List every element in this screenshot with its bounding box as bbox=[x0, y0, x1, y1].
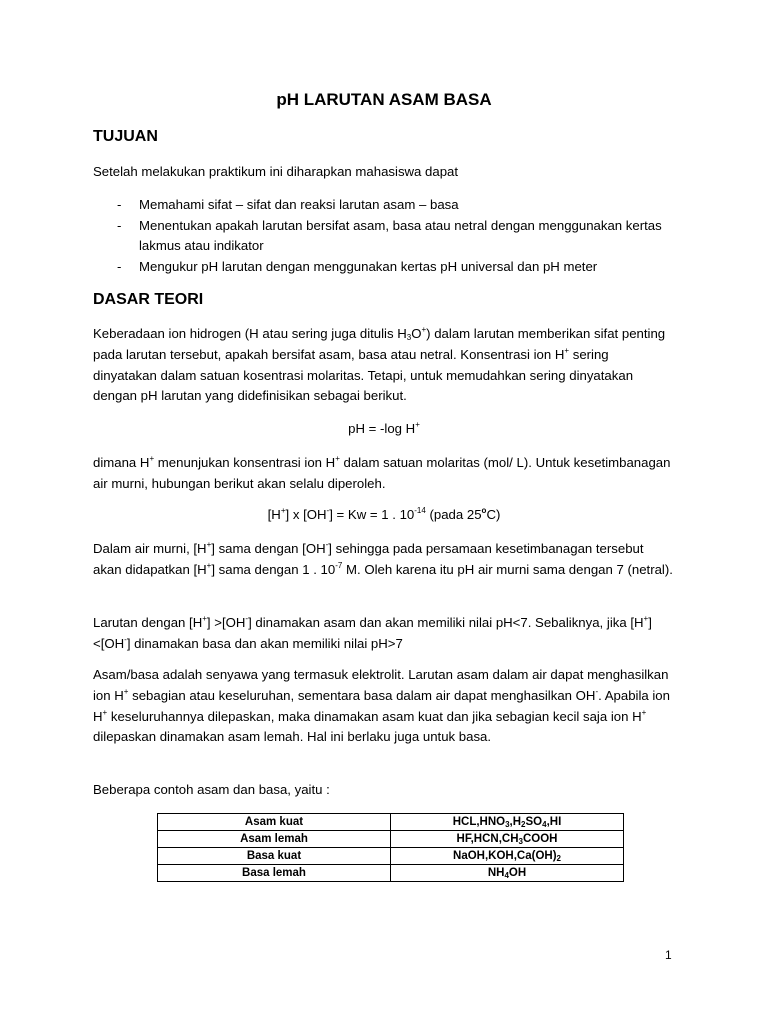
degree-sign: o bbox=[481, 506, 487, 515]
superscript: - bbox=[326, 506, 330, 515]
text-run: ] sama dengan [OH bbox=[211, 541, 326, 556]
text-run: SO bbox=[525, 815, 543, 828]
superscript: + bbox=[564, 345, 570, 355]
text-run: dalam satuan molaritas (mol/ L). Untuk kesetimbanagan air murni, hubungan berikut akan selalu diperoleh. bbox=[93, 455, 671, 491]
subscript: 2 bbox=[521, 819, 526, 829]
text-run: HF,HCN,CH bbox=[456, 832, 519, 845]
table-cell-label: Basa lemah bbox=[158, 865, 391, 882]
text-run: pH = -log H bbox=[348, 421, 416, 436]
list-item bbox=[93, 195, 673, 216]
superscript: + bbox=[280, 506, 286, 515]
text-run: M. Oleh karena itu pH air murni sama dengan 7 (netral). bbox=[342, 561, 673, 577]
text-run: Larutan dengan [H bbox=[93, 615, 203, 630]
subscript: 4 bbox=[542, 819, 547, 829]
subscript: 4 bbox=[504, 870, 509, 880]
list-dash: - bbox=[117, 217, 122, 233]
document-title: pH LARUTAN ASAM BASA bbox=[276, 90, 492, 109]
superscript: + bbox=[641, 707, 647, 717]
text-run: C) bbox=[486, 507, 501, 522]
text-run: sebagian atau keseluruhan, sementara basa dalam air dapat menghasilkan OH bbox=[128, 687, 596, 703]
tujuan-intro: Setelah melakukan praktikum ini diharapkan mahasiswa dapat bbox=[93, 164, 459, 179]
text-run: ] sama dengan 1 . 10 bbox=[211, 561, 336, 577]
table-cell-value bbox=[391, 814, 624, 831]
text-run: OH bbox=[508, 866, 527, 879]
superscript: + bbox=[206, 540, 212, 549]
superscript: + bbox=[102, 707, 108, 717]
superscript: - bbox=[245, 614, 249, 623]
text-run: [H bbox=[267, 507, 281, 522]
superscript: - bbox=[124, 634, 127, 644]
text-run: NaOH,KOH,Ca(OH) bbox=[453, 849, 557, 862]
table-row bbox=[158, 814, 624, 831]
paragraph-5 bbox=[93, 665, 673, 748]
text-run: ] dinamakan basa dan akan memiliki nilai pH>7 bbox=[126, 635, 403, 651]
tujuan-list bbox=[93, 195, 673, 277]
text-run: Dalam air murni, [H bbox=[93, 541, 207, 556]
list-item-text: Menentukan apakah larutan bersifat asam, basa atau netral dengan menggunakan kertas lakmus atau indikator bbox=[139, 217, 662, 253]
text-run: (pada 25 bbox=[425, 507, 482, 522]
paragraph-4 bbox=[93, 613, 673, 655]
table-cell-label: Basa kuat bbox=[158, 848, 391, 865]
text-run: ) dalam larutan memberikan sifat penting pada larutan tersebut, apakah bersifat asam, basa atau netral. Konsentrasi ion H bbox=[93, 326, 666, 362]
paragraph-6: Beberapa contoh asam dan basa, yaitu : bbox=[93, 782, 330, 797]
text-run: ] <[OH bbox=[93, 615, 652, 651]
table-row bbox=[158, 848, 624, 865]
text-run: ] >[OH bbox=[206, 615, 246, 630]
text-run: COOH bbox=[522, 832, 558, 845]
superscript: -14 bbox=[414, 506, 426, 515]
list-dash: - bbox=[117, 197, 122, 212]
heading-dasar-teori: DASAR TEORI bbox=[93, 291, 204, 308]
text-run: . Apabila ion H bbox=[93, 687, 670, 724]
superscript: + bbox=[415, 420, 420, 429]
text-run: dimana H bbox=[93, 455, 150, 470]
table-cell-value bbox=[391, 831, 624, 848]
paragraph-3 bbox=[93, 539, 673, 581]
superscript: - bbox=[325, 540, 329, 549]
acid-base-table bbox=[157, 813, 624, 882]
text-run: ,HI bbox=[546, 815, 562, 828]
text-run: ] dinamakan asam dan akan memiliki nilai pH<7. Sebaliknya, jika [H bbox=[248, 615, 644, 630]
text-run: ] x [OH bbox=[285, 507, 327, 522]
equation-kw bbox=[0, 507, 768, 522]
list-item bbox=[93, 216, 673, 257]
text-run: O bbox=[411, 326, 422, 341]
subscript: 3 bbox=[406, 333, 412, 342]
paragraph-1 bbox=[93, 324, 673, 407]
superscript: + bbox=[421, 325, 427, 334]
superscript: + bbox=[335, 454, 340, 463]
table-cell-value bbox=[391, 865, 624, 882]
list-item-text: Mengukur pH larutan dengan menggunakan kertas pH universal dan pH meter bbox=[139, 258, 598, 274]
table-cell-label: Asam kuat bbox=[158, 814, 391, 831]
text-run: Keberadaan ion hidrogen (H atau sering juga ditulis H bbox=[93, 326, 407, 341]
equation-ph bbox=[0, 421, 768, 436]
text-run: NH bbox=[487, 866, 505, 879]
superscript: + bbox=[202, 614, 207, 623]
superscript: + bbox=[123, 686, 129, 696]
heading-tujuan: TUJUAN bbox=[93, 128, 158, 145]
superscript: + bbox=[643, 614, 649, 623]
table-cell-label: Asam lemah bbox=[158, 831, 391, 848]
paragraph-2 bbox=[93, 453, 673, 495]
superscript: + bbox=[206, 560, 212, 570]
subscript: 2 bbox=[556, 853, 561, 863]
text-run: ,H bbox=[509, 815, 522, 828]
text-run: ] = Kw = 1 . 10 bbox=[329, 507, 415, 522]
superscript: - bbox=[595, 686, 599, 696]
text-run: Asam/basa adalah senyawa yang termasuk elektrolit. Larutan asam dalam air dapat menghasilkan ion H bbox=[93, 667, 669, 703]
text-run: sering dinyatakan dalam satuan kosentrasi molaritas. Tetapi, untuk memudahkan sering dinyatakan dengan pH larutan yang didefinisikan sebagai berikut. bbox=[93, 346, 634, 404]
table-row bbox=[158, 831, 624, 848]
superscript: -7 bbox=[335, 560, 343, 570]
text-run: keseluruhannya dilepaskan, maka dinamakan asam kuat dan jika sebagian kecil saja ion H bbox=[107, 708, 642, 724]
list-item bbox=[93, 257, 673, 278]
text-run: ] sehingga pada persamaan kesetimbanagan tersebut akan didapatkan [H bbox=[93, 541, 644, 577]
page-number: 1 bbox=[665, 948, 672, 962]
text-run: dilepaskan dinamakan asam lemah. Hal ini berlaku juga untuk basa. bbox=[93, 729, 492, 745]
text-run: HCL,HNO bbox=[452, 815, 506, 828]
table-cell-value bbox=[391, 848, 624, 865]
superscript: + bbox=[149, 454, 155, 463]
subscript: 3 bbox=[518, 836, 523, 846]
text-run: menunjukan konsentrasi ion H bbox=[154, 455, 336, 470]
list-dash: - bbox=[117, 258, 122, 274]
table-row bbox=[158, 865, 624, 882]
list-item-text: Memahami sifat – sifat dan reaksi larutan asam – basa bbox=[139, 197, 459, 212]
subscript: 3 bbox=[505, 819, 510, 829]
